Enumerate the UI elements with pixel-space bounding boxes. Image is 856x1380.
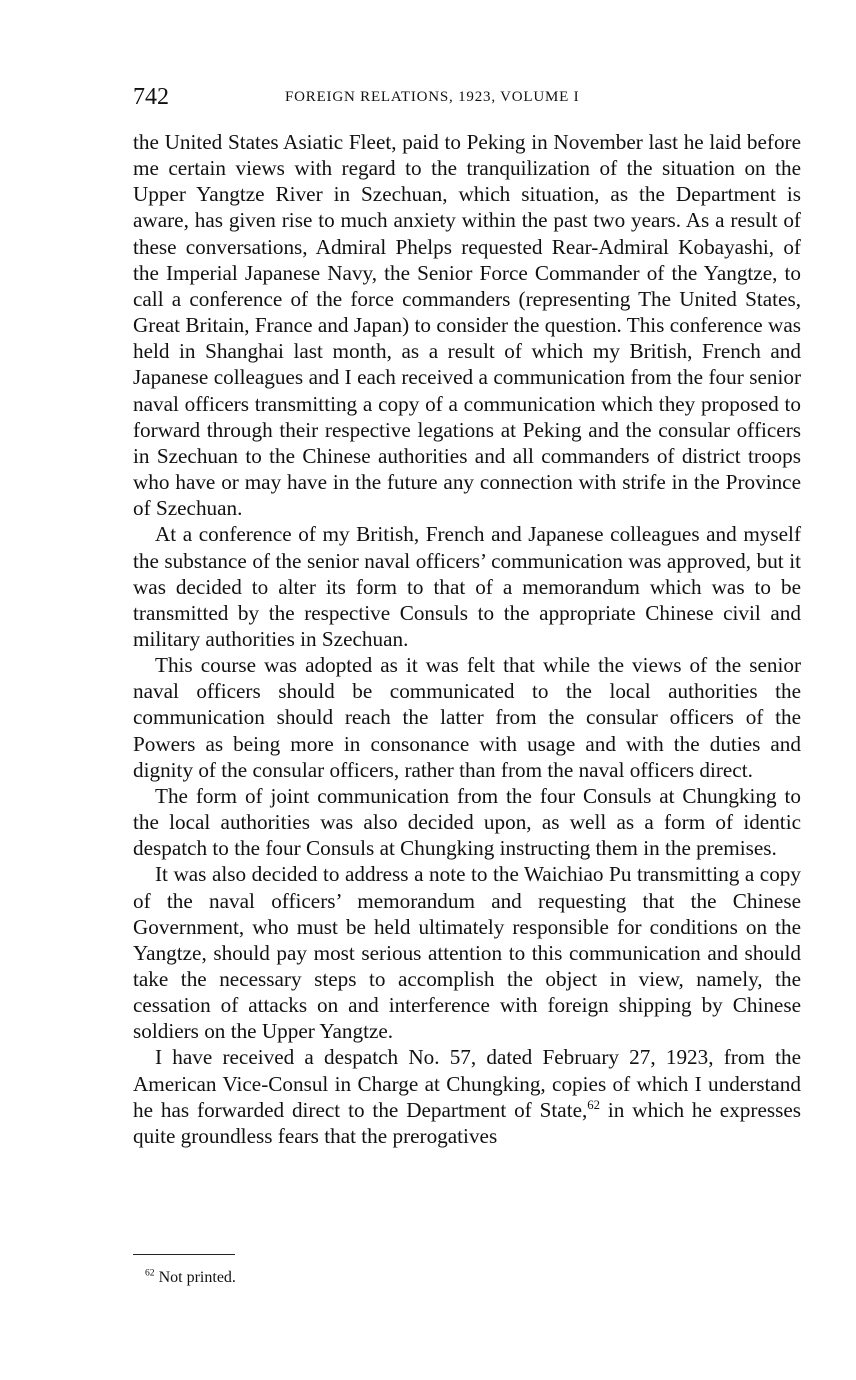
footnote — [145, 1268, 236, 1288]
footnote-reference: 62 — [587, 1097, 601, 1112]
body-text — [133, 129, 801, 1149]
paragraph-text: I have received a despatch No. 57, dated February 27, 1923, from the American Vice-Consul in Charge at Chungking, copies of which I understand he has forwarded direct to the Department of State, — [133, 1045, 801, 1122]
paragraph: This course was adopted as it was felt that while the views of the senior naval officers should be communicated to the local authorities the communication should reach the latter from the consular officers of the Powers as being more in consonance with usage and with the duties and dignity of the consular officers, rather than from the naval officers direct. — [133, 653, 801, 782]
paragraph: It was also decided to address a note to the Waichiao Pu transmitting a copy of the naval officers’ memorandum and requesting that the Chinese Government, who must be held ultimately responsible for conditions on the Yangtze, should pay most serious attention to this communication and should take the necessary steps to accomplish the object in view, namely, the cessation of attacks on and interference with foreign shipping by Chinese soldiers on the Upper Yangtze. — [133, 862, 801, 1044]
paragraph: the United States Asiatic Fleet, paid to Peking in November last he laid before me certain views with regard to the tranquilization of the situation on the Upper Yangtze River in Szechuan, which situation, as the Department is aware, has given rise to much anxiety within the past two years. As a result of these conversations, Admiral Phelps requested Rear-Admiral Kobayashi, of the Imperial Japanese Navy, the Senior Force Commander of the Yangtze, to call a conference of the force commanders (representing The United States, Great Britain, France and Japan) to consider the question. This conference was held in Shanghai last month, as a result of which my British, French and Japanese colleagues and I each received a communication from the four senior naval officers transmitting a copy of a communication which they proposed to forward through their respective legations at Peking and the consular officers in Szechuan to the Chinese authorities and all commanders of district troops who have or may have in the future any connection with strife in the Province of Szechuan. — [133, 130, 801, 521]
paragraph: The form of joint communication from the four Consuls at Chungking to the local authorities was also decided upon, as well as a form of identic despatch to the four Consuls at Chungking instructing them in the premises. — [133, 783, 801, 861]
paragraph — [133, 1044, 801, 1149]
running-head: FOREIGN RELATIONS, 1923, VOLUME I — [285, 89, 580, 105]
page-header — [133, 83, 801, 111]
footnote-marker: 62 — [145, 1267, 155, 1279]
page-number: 742 — [133, 84, 169, 110]
paragraph: At a conference of my British, French and Japanese colleagues and myself the substance of the senior naval officers’ communication was approved, but it was decided to alter its form to that of a memorandum which was to be transmitted by the respective Consuls to the appropriate Chinese civil and military authorities in Szechuan. — [133, 522, 801, 651]
footnote-divider — [133, 1254, 235, 1255]
footnote-text: Not printed. — [154, 1269, 236, 1286]
paragraph-text: in which he expresses quite groundless fears that the prerogatives — [133, 1097, 802, 1148]
